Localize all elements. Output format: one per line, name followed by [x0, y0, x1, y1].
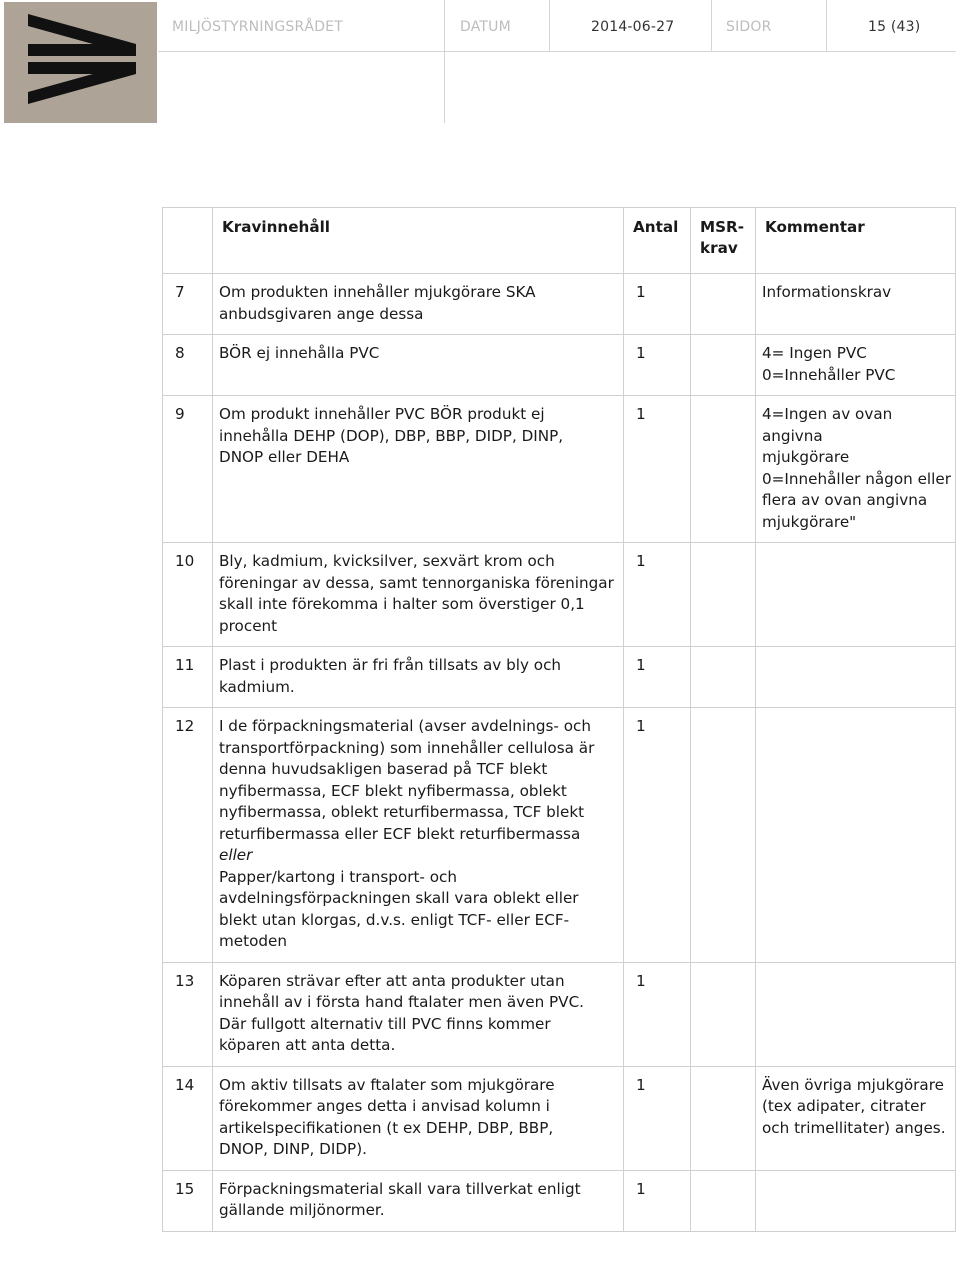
row-requirement	[213, 708, 624, 963]
row-comment	[756, 647, 956, 708]
row-msr	[691, 647, 756, 708]
row-quantity: 1	[624, 962, 691, 1066]
header-divider	[826, 0, 827, 52]
date-value: 2014-06-27	[591, 19, 675, 35]
header-number-cell	[163, 208, 213, 274]
row-requirement: Plast i produkten är fri från tillsats av bly och kadmium.	[213, 647, 624, 708]
row-requirement-italic: eller	[219, 846, 253, 864]
pages-value: 15 (43)	[868, 19, 921, 35]
header-divider	[158, 51, 956, 52]
row-requirement: Om produkten innehåller mjukgörare SKA anbudsgivaren ange dessa	[213, 274, 624, 335]
header-comment: Kommentar	[756, 208, 956, 274]
table-row	[163, 543, 956, 647]
row-number: 11	[163, 647, 213, 708]
table-header-row	[163, 208, 956, 274]
row-comment	[756, 1170, 956, 1231]
header-divider	[711, 0, 712, 52]
row-requirement: BÖR ej innehålla PVC	[213, 335, 624, 396]
table-row	[163, 335, 956, 396]
row-number: 13	[163, 962, 213, 1066]
row-quantity: 1	[624, 647, 691, 708]
row-number: 14	[163, 1066, 213, 1170]
header-content: Kravinnehåll	[213, 208, 624, 274]
row-number: 12	[163, 708, 213, 963]
table-row	[163, 962, 956, 1066]
table-row	[163, 274, 956, 335]
row-comment: 4=Ingen av ovan angivna mjukgörare 0=Innehåller någon eller flera av ovan angivna mjukgörare"	[756, 396, 956, 543]
logo-mark-icon	[4, 2, 157, 123]
requirements-table	[162, 207, 956, 1232]
header-divider	[444, 0, 445, 123]
table-row	[163, 396, 956, 543]
row-msr	[691, 1170, 756, 1231]
table-row	[163, 708, 956, 963]
row-quantity: 1	[624, 708, 691, 963]
row-requirement: Om produkt innehåller PVC BÖR produkt ej innehålla DEHP (DOP), DBP, BBP, DIDP, DINP, DNOP eller DEHA	[213, 396, 624, 543]
row-number: 7	[163, 274, 213, 335]
row-number: 15	[163, 1170, 213, 1231]
row-quantity: 1	[624, 396, 691, 543]
header-msr: MSR- krav	[691, 208, 756, 274]
row-msr	[691, 708, 756, 963]
row-requirement: Om aktiv tillsats av ftalater som mjukgörare förekommer anges detta i anvisad kolumn i artikelspecifikationen (t ex DEHP, DBP, BBP, DNOP, DINP, DIDP).	[213, 1066, 624, 1170]
pages-label: SIDOR	[726, 19, 772, 35]
row-comment: Informationskrav	[756, 274, 956, 335]
row-msr	[691, 962, 756, 1066]
row-comment	[756, 962, 956, 1066]
row-requirement-part-a: I de förpackningsmaterial (avser avdelnings- och transportförpackning) som innehåller cellulosa är denna huvudsakligen baserad på TCF blekt nyfibermassa, ECF blekt nyfibermassa, oblekt nyfibermassa, oblekt returfibermassa, TCF blekt returfibermassa eller ECF blekt returfibermassa	[219, 717, 595, 843]
row-quantity: 1	[624, 274, 691, 335]
row-msr	[691, 335, 756, 396]
header-quantity: Antal	[624, 208, 691, 274]
row-comment	[756, 543, 956, 647]
row-requirement: Förpackningsmaterial skall vara tillverkat enligt gällande miljönormer.	[213, 1170, 624, 1231]
row-msr	[691, 543, 756, 647]
organization-logo	[4, 2, 157, 123]
row-number: 9	[163, 396, 213, 543]
organization-name: MILJÖSTYRNINGSRÅDET	[172, 19, 343, 35]
row-quantity: 1	[624, 335, 691, 396]
row-comment: 4= Ingen PVC 0=Innehåller PVC	[756, 335, 956, 396]
row-quantity: 1	[624, 1066, 691, 1170]
table-row	[163, 1170, 956, 1231]
row-msr	[691, 396, 756, 543]
row-number: 10	[163, 543, 213, 647]
row-quantity: 1	[624, 543, 691, 647]
row-comment	[756, 708, 956, 963]
row-msr	[691, 1066, 756, 1170]
row-msr	[691, 274, 756, 335]
table-row	[163, 1066, 956, 1170]
row-requirement-part-b: Papper/kartong i transport- och avdelningsförpackningen skall vara oblekt eller blekt utan klorgas, d.v.s. enligt TCF- eller ECF- metoden	[219, 867, 579, 950]
row-quantity: 1	[624, 1170, 691, 1231]
row-comment: Även övriga mjukgörare (tex adipater, citrater och trimellitater) anges.	[756, 1066, 956, 1170]
row-requirement: Köparen strävar efter att anta produkter utan innehåll av i första hand ftalater men även PVC. Där fullgott alternativ till PVC finns kommer köparen att anta detta.	[213, 962, 624, 1066]
header-divider	[549, 0, 550, 52]
row-number: 8	[163, 335, 213, 396]
row-requirement: Bly, kadmium, kvicksilver, sexvärt krom och föreningar av dessa, samt tennorganiska föreningar skall inte förekomma i halter som överstiger 0,1 procent	[213, 543, 624, 647]
date-label: DATUM	[460, 19, 511, 35]
table-row	[163, 647, 956, 708]
